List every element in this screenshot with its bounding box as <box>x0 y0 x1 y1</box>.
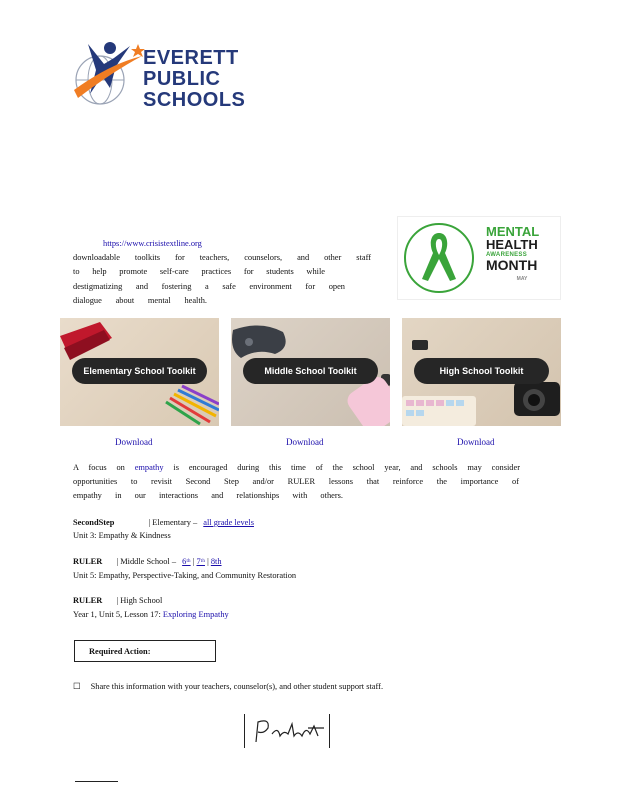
program-name: RULER <box>73 596 103 605</box>
footnote-divider <box>75 781 118 782</box>
empathy-link[interactable]: empathy <box>134 463 164 472</box>
action-text: Share this information with your teachers, counselor(s), and other student support staff. <box>90 682 384 691</box>
logo-text-public: PUBLIC <box>143 68 221 90</box>
required-action-box: Required Action: <box>74 640 216 662</box>
toolkit-tile-elementary[interactable] <box>60 318 219 426</box>
grade-6-link[interactable]: 6ᵗʰ <box>182 557 191 566</box>
intro-line-1: downloadable toolkits for teachers, counselors, and other staff <box>73 253 371 262</box>
download-elementary-link[interactable]: Download <box>115 437 153 447</box>
unit-label: Year 1, Unit 5, Lesson 17: <box>73 610 161 619</box>
toolkit-title-middle: Middle School Toolkit <box>243 358 378 384</box>
grade-8-link[interactable]: 8th <box>210 557 222 566</box>
all-grade-levels-link[interactable]: all grade levels <box>203 518 254 527</box>
toolkit-title-high: High School Toolkit <box>414 358 549 384</box>
badge-word-health: HEALTH <box>486 237 538 252</box>
exploring-empathy-link[interactable]: Exploring Empathy <box>162 610 229 619</box>
download-middle-link[interactable]: Download <box>286 437 324 447</box>
program-level: | Elementary – <box>148 518 198 527</box>
empathy-line-1 <box>73 461 520 475</box>
program-secondstep <box>73 516 254 529</box>
empathy-pre: A focus on <box>73 463 125 472</box>
intro-line-4: dialogue about mental health. <box>73 296 207 305</box>
program-level: | High School <box>116 596 163 605</box>
badge-word-may: MAY <box>516 276 528 282</box>
logo-text-everett: EVERETT <box>143 47 239 69</box>
program-ruler-high <box>73 594 162 607</box>
mental-health-month-badge <box>397 216 561 300</box>
program-name: RULER <box>73 557 103 566</box>
logo-text-schools: SCHOOLS <box>143 89 246 111</box>
logo-figure-icon <box>70 36 146 112</box>
program-name: SecondStep <box>73 518 115 527</box>
program-level: | Middle School – <box>116 557 177 566</box>
badge-word-mental: MENTAL <box>486 224 540 239</box>
green-ribbon-icon <box>402 221 476 295</box>
checkbox-icon[interactable]: ☐ <box>73 682 81 691</box>
toolkit-tile-middle[interactable] <box>231 318 390 426</box>
badge-word-month: MONTH <box>486 257 538 273</box>
ruler-middle-unit: Unit 5: Empathy, Perspective-Taking, and Community Restoration <box>73 571 297 580</box>
grade-7-link[interactable]: 7ᵗʰ <box>196 557 205 566</box>
toolkit-tile-high[interactable] <box>402 318 561 426</box>
empathy-line-1-rest: is encouraged during this time of the school year, and schools may consider <box>173 463 520 472</box>
empathy-line-3: empathy in our interactions and relationships with others. <box>73 491 343 500</box>
action-item <box>73 680 519 693</box>
download-high-link[interactable]: Download <box>457 437 495 447</box>
intro-line-3: destigmatizing and fostering a safe environment for open <box>73 282 345 291</box>
ruler-high-unit <box>73 608 229 621</box>
toolkit-title-elementary: Elementary School Toolkit <box>72 358 207 384</box>
signature-scribble-icon <box>248 716 328 746</box>
signature <box>244 714 330 748</box>
secondstep-unit: Unit 3: Empathy & Kindness <box>73 531 171 540</box>
intro-line-2: to help promote self-care practices for students while <box>73 267 325 276</box>
district-logo <box>70 36 260 112</box>
empathy-line-2: opportunities to revisit Second Step and/or RULER lessons that reinforce the importance of <box>73 477 519 486</box>
program-ruler-middle: RULER | Middle School – 6ᵗʰ | 7ᵗʰ | 8th <box>73 557 222 566</box>
badge-word-awareness: AWARENESS <box>486 252 528 258</box>
crisis-textline-link[interactable]: https://www.crisistextline.org <box>103 239 202 248</box>
